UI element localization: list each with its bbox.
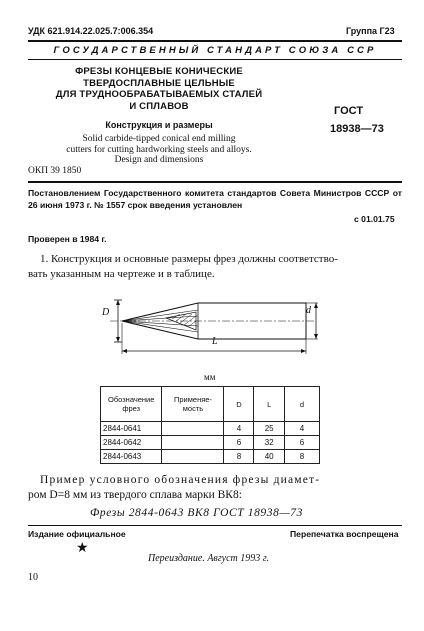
table-header-row — [101, 387, 320, 422]
english-line-1: Solid carbide-tipped conical end milling — [82, 134, 236, 144]
example-designation: Фрезы 2844-0643 ВК8 ГОСТ 18938—73 — [90, 507, 304, 519]
cell-designation: 2844-0643 — [101, 450, 162, 464]
label-D: D — [102, 307, 110, 318]
cell-L: 32 — [254, 436, 284, 450]
reedition-note: Переиздание. Август 1993 г. — [148, 553, 270, 564]
table-row — [101, 436, 320, 450]
title-line-4: И СПЛАВОВ — [129, 100, 189, 112]
dimensions-table — [100, 386, 320, 464]
english-line-2: cutters for cutting hardworking steels and alloys. — [66, 144, 252, 155]
header-d: d — [284, 387, 319, 422]
example-line-1: Пример условного обозначения фрезы диамет- — [40, 474, 321, 486]
clause-line-2: вать указанным на чертеже и в таблице. — [28, 268, 215, 280]
label-L: L — [212, 336, 218, 347]
official-edition: Издание официальное — [28, 529, 126, 539]
cell-applicability — [162, 422, 224, 436]
clause-line-1: 1. Конструкция и основные размеры фрез должны соответство- — [40, 253, 338, 265]
decree-date: с 01.01.75 — [354, 214, 395, 224]
checked-note: Проверен в 1984 г. — [28, 234, 107, 244]
table-unit: мм — [204, 372, 216, 382]
header-L: L — [254, 387, 284, 422]
standard-banner: ГОСУДАРСТВЕННЫЙ СТАНДАРТ СОЮЗА ССР — [53, 45, 377, 56]
title-line-1: ФРЕЗЫ КОНЦЕВЫЕ КОНИЧЕСКИЕ — [75, 66, 243, 77]
decree-text: Постановлением Государственного комитета стандартов Совета Министров СССР от 26 июня 1973 г. № 1557 срок введения установлен — [28, 188, 402, 210]
cell-L: 25 — [254, 422, 284, 436]
cell-d: 6 — [284, 436, 319, 450]
cell-d: 8 — [284, 450, 319, 464]
header-applicability: Применяе-мость — [162, 387, 224, 422]
top-rule — [28, 40, 402, 42]
cell-designation: 2844-0641 — [101, 422, 162, 436]
title-rule — [28, 181, 402, 183]
header-designation: Обозначение фрез — [101, 387, 162, 422]
udk-code: УДК 621.914.22.025.7:006.354 — [28, 26, 154, 36]
subtitle: Конструкция и размеры — [105, 120, 213, 130]
label-d: d — [306, 305, 311, 316]
cell-D: 8 — [224, 450, 254, 464]
gost-number: 18938—73 — [330, 123, 384, 135]
table-row — [101, 422, 320, 436]
cutter-drawing — [88, 290, 328, 358]
english-line-3: Design and dimensions — [114, 155, 204, 165]
star-icon: ★ — [76, 541, 89, 556]
cell-designation: 2844-0642 — [101, 436, 162, 450]
cell-D: 6 — [224, 436, 254, 450]
okp-code: ОКП 39 1850 — [28, 166, 82, 176]
cell-L: 40 — [254, 450, 284, 464]
banner-rule — [28, 59, 402, 60]
cell-d: 4 — [284, 422, 319, 436]
title-block — [28, 66, 290, 112]
table-row — [101, 450, 320, 464]
page-number: 10 — [28, 572, 38, 583]
cell-applicability — [162, 436, 224, 450]
cell-applicability — [162, 450, 224, 464]
header-D: D — [224, 387, 254, 422]
english-title — [28, 134, 290, 166]
group-code: Группа Г23 — [346, 26, 395, 36]
title-line-2: ТВЕРДОСПЛАВНЫЕ ЦЕЛЬНЫЕ — [83, 77, 235, 89]
example-line-2: ром D=8 мм из твердого сплава марки ВК8: — [28, 489, 242, 501]
cell-D: 4 — [224, 422, 254, 436]
gost-label: ГОСТ — [334, 105, 364, 117]
footer-rule — [28, 525, 402, 526]
title-line-3: ДЛЯ ТРУДНООБРАБАТЫВАЕМЫХ СТАЛЕЙ — [55, 89, 263, 100]
reprint-notice: Перепечатка воспрещена — [290, 529, 399, 539]
